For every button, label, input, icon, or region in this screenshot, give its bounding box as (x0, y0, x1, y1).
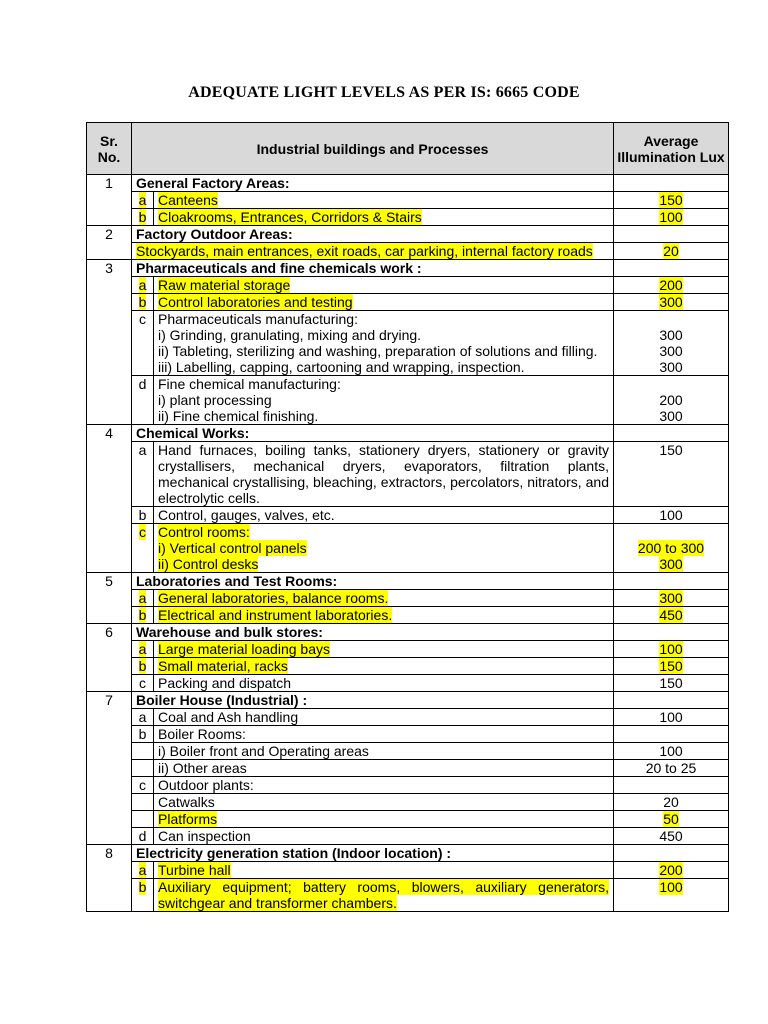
process-cell (154, 743, 614, 760)
lux-cell (614, 507, 729, 524)
row-letter (132, 675, 154, 692)
lux-value: 200 (659, 277, 683, 293)
row-letter (132, 794, 154, 811)
process-cell (154, 607, 614, 624)
row-letter (132, 760, 154, 777)
table-row (87, 209, 729, 226)
lux-cell (614, 828, 729, 845)
process-cell (154, 311, 614, 376)
light-levels-table (86, 122, 729, 912)
row-letter (132, 658, 154, 675)
table-row (87, 760, 729, 777)
process-cell (132, 243, 614, 260)
section-number: 3 (87, 260, 132, 425)
process-cell (154, 709, 614, 726)
table-row (87, 192, 729, 209)
lux-cell (614, 658, 729, 675)
row-letter-text: a (138, 442, 147, 458)
row-letter-text: a (138, 641, 147, 657)
table-row (87, 879, 729, 912)
lux-cell (614, 260, 729, 277)
process-text: i) Boiler front and Operating areas (158, 743, 369, 759)
process-text: Fine chemical manufacturing: (158, 376, 341, 392)
process-cell (154, 777, 614, 794)
lux-value: 300 (659, 343, 683, 359)
section-row (87, 260, 729, 277)
section-row (87, 692, 729, 709)
row-letter (132, 709, 154, 726)
process-cell (154, 811, 614, 828)
row-letter (132, 192, 154, 209)
row-letter-text: d (138, 828, 147, 844)
row-letter-text: b (138, 507, 147, 523)
section-number: 5 (87, 573, 132, 624)
table-row (87, 524, 729, 573)
process-cell (154, 760, 614, 777)
row-letter-text: a (138, 862, 147, 878)
row-letter (132, 311, 154, 376)
row-letter (132, 743, 154, 760)
row-letter (132, 607, 154, 624)
process-cell (154, 658, 614, 675)
section-title: Chemical Works: (132, 425, 614, 442)
process-header: Industrial buildings and Processes (132, 123, 614, 175)
lux-cell (614, 311, 729, 376)
table-row (87, 442, 729, 507)
process-text: ii) Tableting, sterilizing and washing, preparation of solutions and filling. (158, 343, 598, 359)
process-text: Catwalks (158, 794, 215, 810)
lux-cell (614, 243, 729, 260)
process-cell (154, 794, 614, 811)
row-letter-text: b (138, 726, 147, 742)
process-cell (154, 277, 614, 294)
lux-cell (614, 294, 729, 311)
table-body (87, 175, 729, 912)
lux-value: 200 (659, 862, 683, 878)
process-text: Auxiliary equipment; battery rooms, blowers, auxiliary generators, switchgear and transformer chambers. (158, 879, 609, 911)
section-title: General Factory Areas: (132, 175, 614, 192)
row-letter (132, 879, 154, 912)
process-text: Cloakrooms, Entrances, Corridors & Stairs (158, 209, 422, 225)
row-letter-text: b (138, 879, 147, 895)
process-text: Coal and Ash handling (158, 709, 299, 725)
lux-header: Average Illumination Lux (614, 123, 729, 175)
process-text: Outdoor plants: (158, 777, 254, 793)
lux-value: 100 (659, 709, 683, 725)
process-cell (154, 726, 614, 743)
lux-value: 150 (659, 658, 683, 674)
process-cell (154, 879, 614, 912)
section-number: 7 (87, 692, 132, 845)
process-cell (154, 507, 614, 524)
process-text: Boiler Rooms: (158, 726, 246, 742)
table-row (87, 794, 729, 811)
table-row (87, 658, 729, 675)
lux-cell (614, 641, 729, 658)
process-text: i) Grinding, granulating, mixing and drying. (158, 327, 422, 343)
process-text: Small material, racks (158, 658, 288, 674)
table-row (87, 675, 729, 692)
process-text: Pharmaceuticals manufacturing: (158, 311, 358, 327)
row-letter-text: b (138, 209, 147, 225)
process-text: Raw material storage (158, 277, 291, 293)
table-header-row (87, 123, 729, 175)
row-letter-text: a (138, 590, 147, 606)
table-row (87, 590, 729, 607)
section-number: 4 (87, 425, 132, 573)
process-cell (154, 524, 614, 573)
section-row (87, 845, 729, 862)
lux-cell (614, 425, 729, 442)
row-letter (132, 277, 154, 294)
table-row (87, 376, 729, 425)
process-text: Stockyards, main entrances, exit roads, car parking, internal factory roads (136, 243, 593, 259)
table-row (87, 709, 729, 726)
row-letter-text: c (139, 675, 146, 691)
section-title: Boiler House (Industrial) : (132, 692, 614, 709)
lux-value: 200 (659, 392, 683, 408)
lux-value: 300 (659, 556, 683, 572)
process-cell (154, 828, 614, 845)
section-row (87, 624, 729, 641)
row-letter-text: b (138, 607, 147, 623)
lux-cell (614, 524, 729, 573)
section-row (87, 175, 729, 192)
section-title: Pharmaceuticals and fine chemicals work : (132, 260, 614, 277)
row-letter (132, 376, 154, 425)
document-title: ADEQUATE LIGHT LEVELS AS PER IS: 6665 CODE (188, 84, 580, 101)
lux-cell (614, 726, 729, 743)
process-cell (154, 590, 614, 607)
row-letter (132, 828, 154, 845)
process-cell (154, 442, 614, 507)
lux-value: 300 (659, 408, 683, 424)
row-letter (132, 442, 154, 507)
section-title: Factory Outdoor Areas: (132, 226, 614, 243)
row-letter (132, 862, 154, 879)
row-letter-text: a (138, 277, 147, 293)
process-text: General laboratories, balance rooms. (158, 590, 389, 606)
lux-cell (614, 226, 729, 243)
section-number: 2 (87, 226, 132, 260)
lux-cell (614, 624, 729, 641)
section-number: 1 (87, 175, 132, 226)
process-text: Control rooms: (158, 524, 250, 540)
lux-cell (614, 811, 729, 828)
row-letter-text: b (138, 294, 147, 310)
lux-value: 100 (659, 743, 683, 759)
lux-cell (614, 175, 729, 192)
sr-no-header: Sr. No. (87, 123, 132, 175)
section-title: Laboratories and Test Rooms: (132, 573, 614, 590)
table-row (87, 243, 729, 260)
row-letter (132, 524, 154, 573)
row-letter (132, 209, 154, 226)
lux-value: 300 (659, 359, 683, 375)
lux-value: 20 (663, 794, 679, 810)
row-letter (132, 294, 154, 311)
table-row (87, 507, 729, 524)
lux-value: 450 (659, 828, 683, 844)
lux-cell (614, 862, 729, 879)
lux-value: 100 (659, 641, 683, 657)
process-text: Control laboratories and testing (158, 294, 353, 310)
table-row (87, 862, 729, 879)
row-letter (132, 777, 154, 794)
process-cell (154, 376, 614, 425)
process-text: Hand furnaces, boiling tanks, stationery dryers, stationery or gravity crystallisers, mechanical dryers, evaporators, filtration plants, mechanical crystallising, bleaching, extractors, percolators, nitrators, and electrolytic cells. (158, 442, 609, 506)
process-text: Large material loading bays (158, 641, 330, 657)
table-row (87, 726, 729, 743)
lux-cell (614, 709, 729, 726)
table-row (87, 294, 729, 311)
table-row (87, 743, 729, 760)
table-row (87, 641, 729, 658)
process-cell (154, 675, 614, 692)
lux-cell (614, 590, 729, 607)
lux-cell (614, 442, 729, 507)
lux-value: 100 (659, 879, 683, 895)
process-text: ii) Other areas (158, 760, 247, 776)
row-letter (132, 811, 154, 828)
process-text: Turbine hall (158, 862, 231, 878)
table-row (87, 828, 729, 845)
process-text: Control, gauges, valves, etc. (158, 507, 335, 523)
lux-value: 450 (659, 607, 683, 623)
lux-value: 20 (663, 243, 679, 259)
section-row (87, 226, 729, 243)
lux-value: 200 to 300 (637, 540, 705, 556)
row-letter-text: c (139, 311, 146, 327)
process-cell (154, 641, 614, 658)
lux-cell (614, 794, 729, 811)
process-text: Packing and dispatch (158, 675, 292, 691)
process-cell (154, 294, 614, 311)
section-number: 8 (87, 845, 132, 912)
lux-value: 100 (659, 209, 683, 225)
row-letter-text: b (138, 658, 147, 674)
row-letter-text: a (138, 192, 147, 208)
row-letter (132, 726, 154, 743)
process-text: Platforms (158, 811, 218, 827)
section-title: Warehouse and bulk stores: (132, 624, 614, 641)
process-text: i) plant processing (158, 392, 272, 408)
lux-cell (614, 573, 729, 590)
process-text: Electrical and instrument laboratories. (158, 607, 393, 623)
row-letter (132, 641, 154, 658)
process-text: Can inspection (158, 828, 251, 844)
process-cell (154, 209, 614, 226)
lux-value: 50 (663, 811, 679, 827)
lux-cell (614, 675, 729, 692)
lux-value: 150 (659, 442, 683, 458)
lux-cell (614, 777, 729, 794)
table-row (87, 811, 729, 828)
lux-cell (614, 845, 729, 862)
lux-value: 150 (659, 675, 683, 691)
table-row (87, 277, 729, 294)
lux-value: 20 to 25 (645, 760, 697, 776)
lux-value: 300 (659, 590, 683, 606)
process-text: iii) Labelling, capping, cartooning and wrapping, inspection. (158, 359, 525, 375)
section-row (87, 425, 729, 442)
lux-cell (614, 607, 729, 624)
section-title: Electricity generation station (Indoor location) : (132, 845, 614, 862)
lux-value: 150 (659, 192, 683, 208)
row-letter-text: a (138, 709, 147, 725)
row-letter-text: d (138, 376, 147, 392)
lux-value: 100 (659, 507, 683, 523)
process-text: ii) Control desks (158, 556, 259, 572)
section-row (87, 573, 729, 590)
lux-value: 300 (659, 327, 683, 343)
table-row (87, 777, 729, 794)
lux-value: 300 (659, 294, 683, 310)
lux-cell (614, 209, 729, 226)
row-letter (132, 590, 154, 607)
lux-cell (614, 376, 729, 425)
process-cell (154, 862, 614, 879)
lux-cell (614, 743, 729, 760)
section-number: 6 (87, 624, 132, 692)
lux-cell (614, 192, 729, 209)
table-row (87, 607, 729, 624)
process-cell (154, 192, 614, 209)
process-text: Canteens (158, 192, 218, 208)
lux-cell (614, 692, 729, 709)
lux-cell (614, 277, 729, 294)
row-letter (132, 507, 154, 524)
lux-cell (614, 879, 729, 912)
row-letter-text: c (139, 524, 146, 540)
lux-cell (614, 760, 729, 777)
process-text: i) Vertical control panels (158, 540, 307, 556)
row-letter-text: c (139, 777, 146, 793)
table-row (87, 311, 729, 376)
process-text: ii) Fine chemical finishing. (158, 408, 319, 424)
